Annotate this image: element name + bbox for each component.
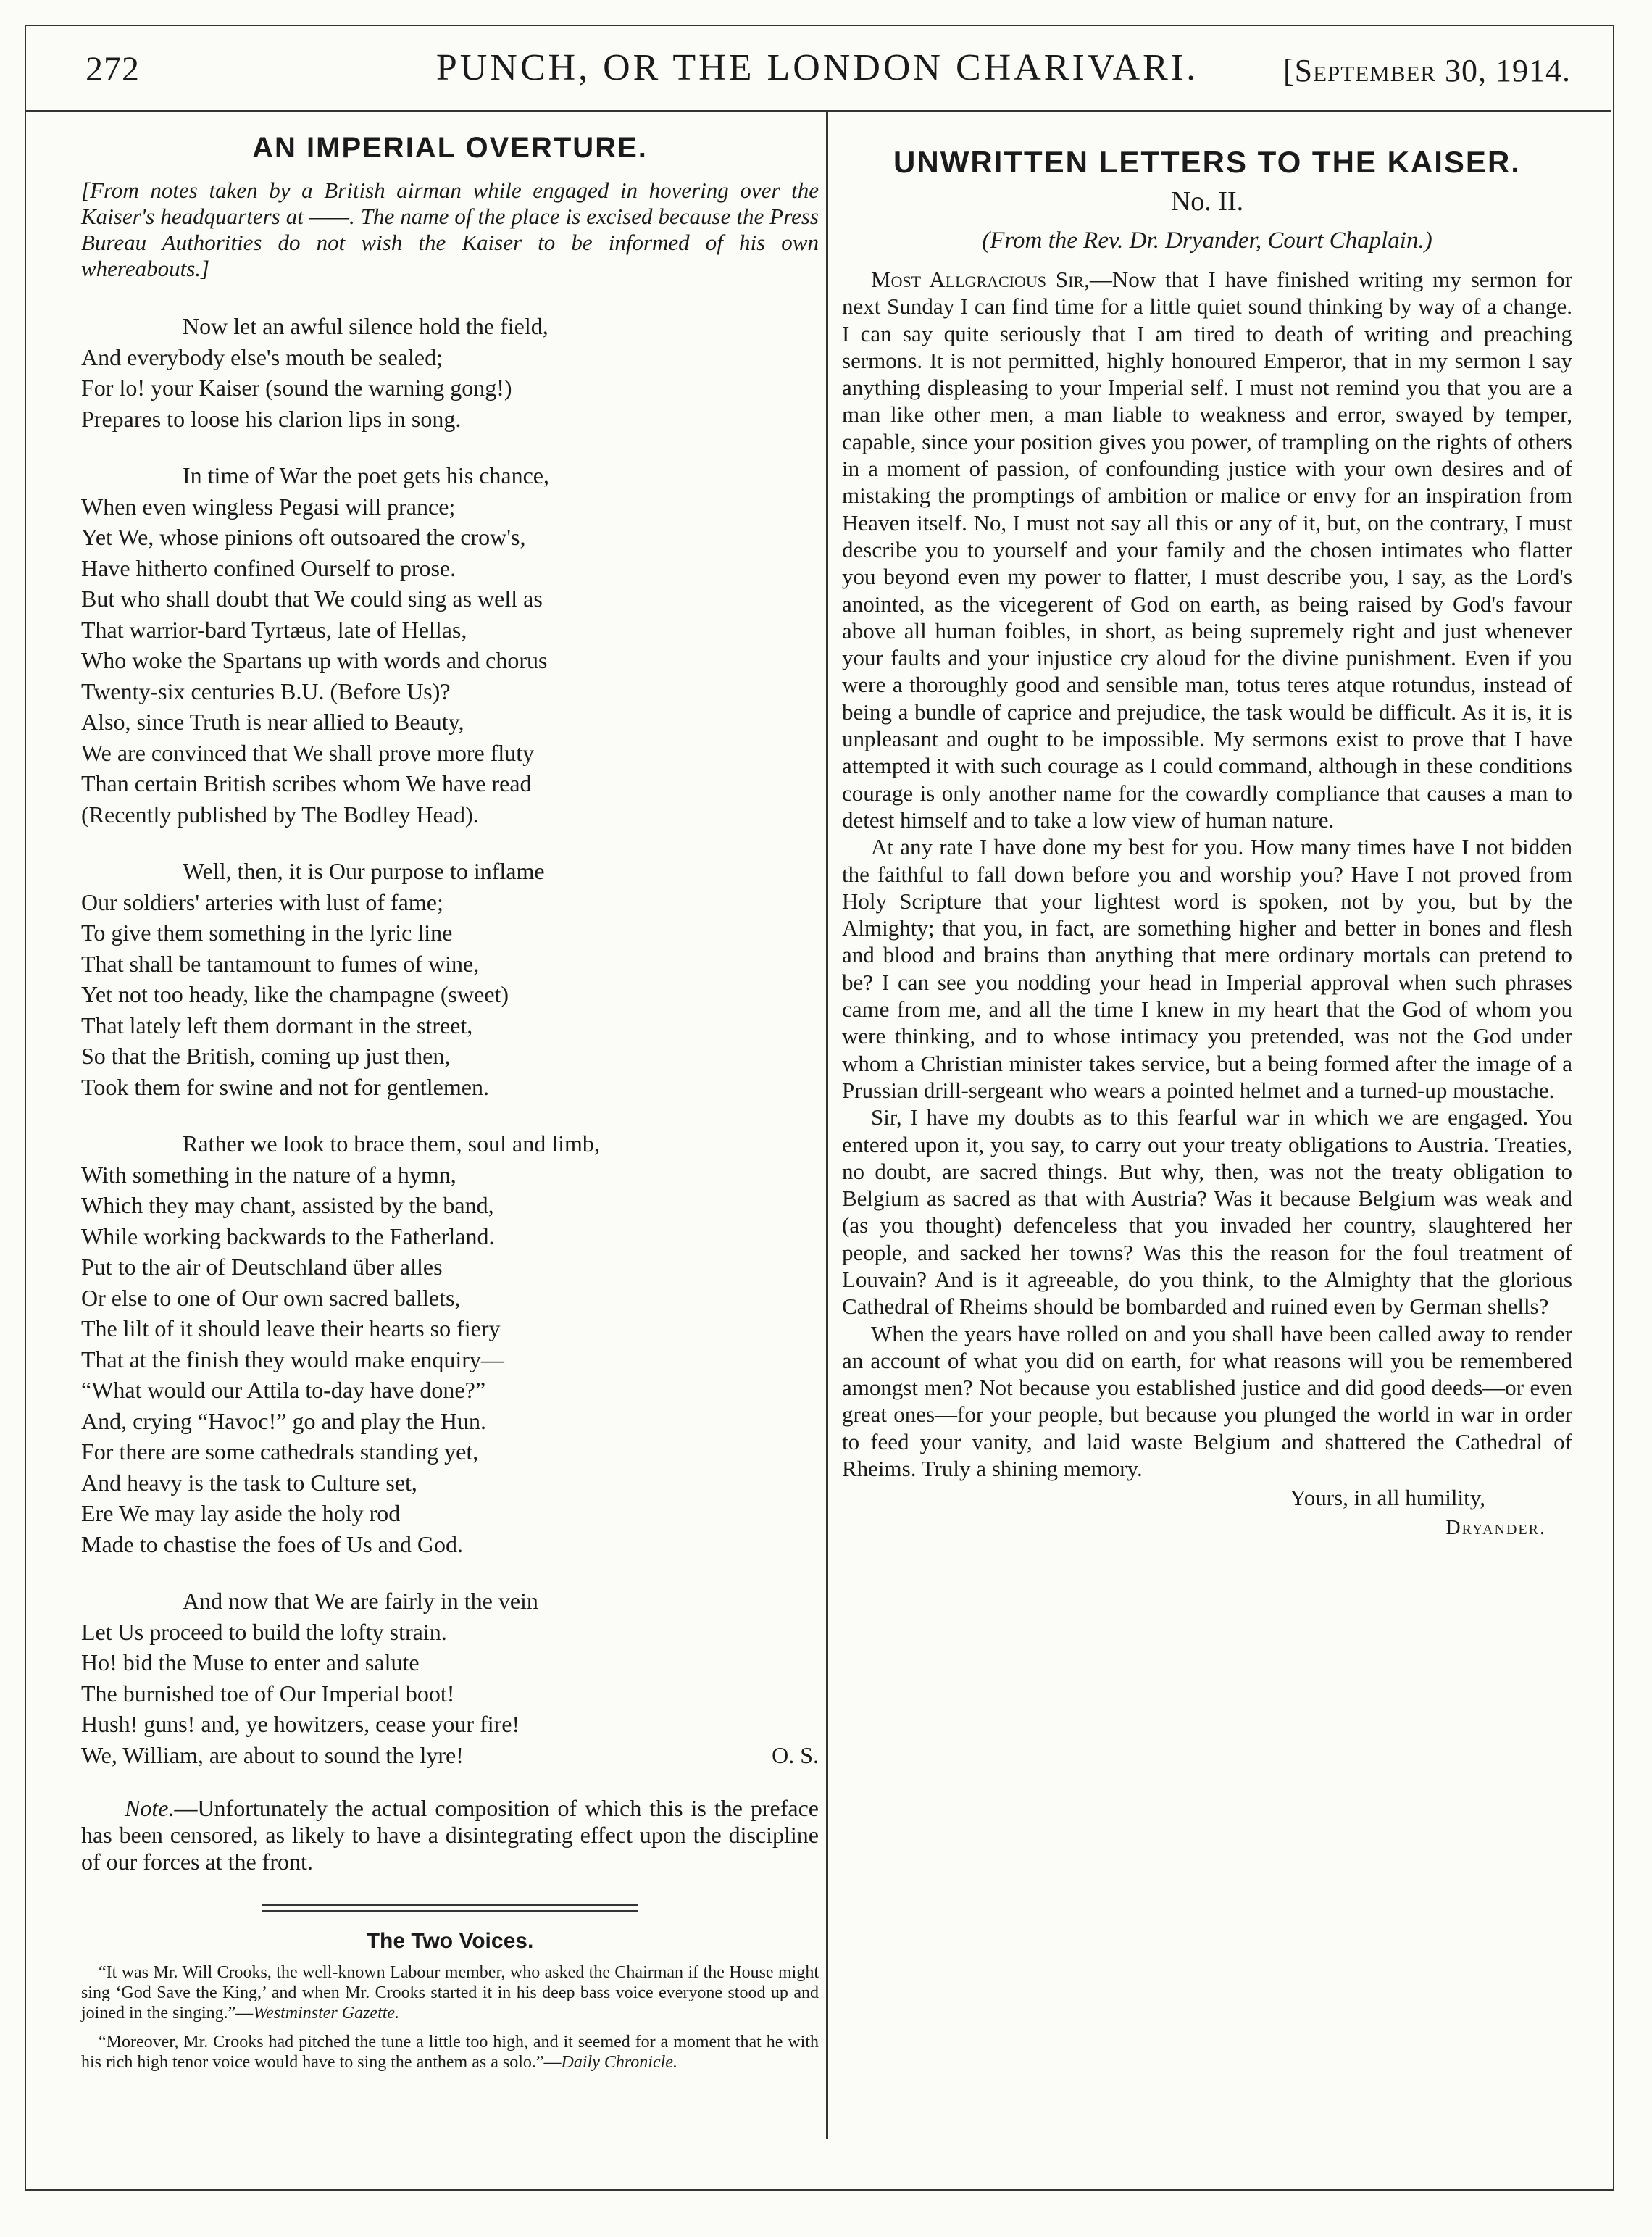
verse-text: We, William, are about to sound the lyre! (81, 1741, 464, 1768)
poem-signature: O. S. (772, 1741, 819, 1768)
stanza-3 (81, 856, 819, 1102)
verse-line: Now let an awful silence hold the field, (183, 313, 548, 339)
verse-line: The burnished toe of Our Imperial boot! (81, 1680, 455, 1707)
verse-line: Also, since Truth is near allied to Beauty, (81, 709, 464, 735)
verse-line: Yet not too heady, like the champagne (sweet) (81, 981, 509, 1007)
poem-preface: [From notes taken by a British airman while engaged in hovering over the Kaiser's headquarters at ——. The name of the place is excised because the Press Bureau Authorities do not wish the Kaiser to be informed of his own whereabouts.] (81, 178, 819, 281)
page-number: 272 (85, 50, 140, 88)
verse-line: Let Us proceed to build the lofty strain. (81, 1618, 447, 1645)
letter-paragraph: At any rate I have done my best for you. How many times have I not bidden the faithful to fall down before you and worship you? Have I not proved from Holy Scripture that your lightest word is spoken, not by you, but by the Almighty; that you, in fact, are something higher and better in bones and flesh and blood and brains than anything that mere ordinary mortals can pretend to be? I can see you nodding your head in Imperial approval when such phrases came from me, and all the time I knew in my heart that the God of whom you were thinking, and to whose intimacy you pretended, was not the God under whom a Christian minister takes service, but a being formed after the image of a Prussian drill-sergeant who wears a pointed helmet and a turned-up moustache. (842, 834, 1572, 1103)
verse-line: (Recently published by The Bodley Head). (81, 801, 479, 828)
poem-title: AN IMPERIAL OVERTURE. (252, 132, 648, 164)
verse-line: Ho! bid the Muse to enter and salute (81, 1649, 420, 1675)
verse-line: Took them for swine and not for gentlemen. (81, 1073, 489, 1100)
letter-paragraph: Sir, I have my doubts as to this fearful war in which we are engaged. You entered upon it, you say, to carry out your treaty obligations to Austria. Treaties, no doubt, are sacred things. But why, then, was not the treaty obligation to Belgium as sacred as that with Austria? Was it because Belgium was weak and (as you thought) defenceless that you invaded her country, slaughtered her people, and sacked her towns? Was this the reason for the foul treatment of Louvain? And is it agreeable, do you think, to the Almighty that the glorious Cathedral of Rheims should be bombarded and ruined even by German shells? (842, 1104, 1572, 1320)
verse-line: The lilt of it should leave their hearts so fiery (81, 1315, 501, 1341)
verse-line: Twenty-six centuries B.U. (Before Us)? (81, 678, 451, 704)
column-rule (826, 110, 828, 2139)
verse-line: We are convinced that We shall prove more fluty (81, 739, 535, 766)
paragraph-text: —Now that I have finished writing my sermon for next Sunday I can find time for a little quiet sound thinking by way of a change. I can say quite seriously that I am tired to death of writing and preaching sermons. It is not permitted, highly honoured Emperor, that in my sermon I say anything displeasing to your Imperial self. I must not remind you that you are a man like other men, a man liable to weakness and error, swayed by temper, capable, since your position gives you power, of trampling on the rights of others in a moment of passion, of confounding justice with your own desires and of mistaking the promptings of ambition or malice or envy for an inspiration from Heaven itself. No, I must not say all this or any of it, but, on the contrary, I must describe you to yourself and your family and the chosen intimates who flatter you beyond even my power to flatter, I must describe you, I say, as the Lord's anointed, as the vicegerent of God on earth, as being raised by God's favour above all human foibles, in short, as being supremely right and just whenever your faults and your injustice cry aloud for the divine punishment. Even if you were a thoroughly good and sensible man, totus teres atque rotundus, instead of being a bundle of caprice and prejudice, the task would be difficult. As it is, it is unpleasant and ought to be impossible. My sermons exist to prove that I have attempted it with such courage as I could command, although in these conditions courage is only another name for the cowardly compliance that causes a man to detest himself and to take a low view of human nature. (842, 267, 1572, 833)
verse-line: Our soldiers' arteries with lust of fame; (81, 888, 443, 915)
verse-line: Prepares to loose his clarion lips in song. (81, 405, 462, 432)
verse-line: And everybody else's mouth be sealed; (81, 343, 443, 370)
verse-line: Well, then, it is Our purpose to inflame (183, 858, 545, 884)
left-column (81, 125, 819, 2073)
section-divider (262, 1904, 638, 1912)
verse-line: And heavy is the task to Culture set, (81, 1469, 417, 1496)
verse-line: So that the British, coming up just then, (81, 1043, 451, 1069)
quote-text: “It was Mr. Will Crooks, the well-known Labour member, who asked the Chairman if the House might sing ‘God Save the King,’ and when Mr. Crooks started it in his deep bass voice everyone stood up and joined in the singing.”— (81, 1963, 819, 2023)
verse-line: Put to the air of Deutschland über alles (81, 1254, 443, 1280)
verse-line: To give them something in the lyric line (81, 920, 453, 946)
quote-chronicle (81, 2032, 819, 2073)
verse-line: That shall be tantamount to fumes of wine, (81, 950, 480, 977)
letter-from: (From the Rev. Dr. Dryander, Court Chaplain.) (982, 228, 1432, 254)
verse-line: “What would our Attila to-day have done?” (81, 1377, 486, 1403)
verse-line: Than certain British scribes whom We have read (81, 770, 532, 796)
verse-line: With something in the nature of a hymn, (81, 1161, 456, 1188)
letter-paragraph: When the years have rolled on and you shall have been called away to render an account of what you did on earth, for what reasons will you be remembered amongst men? Not because you established justice and did good deeds—or even great ones—for your people, but because you plunged the world in war in order to feed your vanity, and laid waste Belgium and shattered the Cathedral of Rheims. Truly a shining memory. (842, 1320, 1572, 1482)
verse-line: Ere We may lay aside the holy rod (81, 1500, 401, 1526)
verse-line: Have hitherto confined Ourself to prose. (81, 554, 456, 581)
stanza-5 (81, 1586, 819, 1770)
verse-line: When even wingless Pegasi will prance; (81, 493, 456, 520)
quote-text: “Moreover, Mr. Crooks had pitched the tune a little too high, and it seemed for a moment that he with his rich high tenor voice would have to sing the anthem as a solo.”— (81, 2033, 819, 2072)
letter-number: No. II. (1170, 186, 1244, 217)
header-rule (26, 110, 1611, 112)
verse-line: Rather we look to brace them, soul and limb, (183, 1130, 600, 1157)
note-label: Note. (125, 1795, 175, 1821)
verse-line: Who woke the Spartans up with words and chorus (81, 647, 548, 673)
verse-line: That at the finish they would make enquiry— (81, 1346, 504, 1372)
verse-line: And, crying “Havoc!” go and play the Hun. (81, 1407, 486, 1434)
verse-line: That lately left them dormant in the street, (81, 1012, 473, 1038)
note-text: —Unfortunately the actual composition of which this is the preface has been censored, as likely to have a disintegrating effect upon the discipline of our forces at the front. (81, 1795, 819, 1875)
verse-line: For lo! your Kaiser (sound the warning gong!) (81, 375, 512, 401)
verse-line: That warrior-bard Tyrtæus, late of Hellas, (81, 616, 467, 643)
verse-line: Which they may chant, assisted by the band, (81, 1192, 494, 1218)
stanza-4 (81, 1128, 819, 1559)
letter-paragraph (842, 266, 1572, 833)
verse-line (81, 1740, 819, 1771)
page-header (64, 42, 1571, 103)
verse-line: Yet We, whose pinions oft outsoared the crow's, (81, 524, 526, 550)
two-voices-title: The Two Voices. (366, 1929, 534, 1953)
quote-source: Daily Chronicle. (561, 2053, 677, 2072)
verse-line: Made to chastise the foes of Us and God. (81, 1530, 463, 1557)
quote-source: Westminster Gazette. (253, 2004, 400, 2023)
verse-line: In time of War the poet gets his chance, (183, 462, 549, 488)
stanza-2 (81, 460, 819, 830)
verse-line: Hush! guns! and, ye howitzers, cease your fire! (81, 1711, 520, 1737)
verse-line: And now that We are fairly in the vein (183, 1588, 538, 1614)
letter-salutation: Most Allgracious Sir, (871, 267, 1090, 292)
verse-line: But who shall doubt that We could sing as well as (81, 586, 543, 612)
quote-westminster (81, 1962, 819, 2023)
letter-signature: Dryander. (1446, 1517, 1546, 1540)
stanza-1 (81, 311, 819, 434)
masthead-title: PUNCH, OR THE LONDON CHARIVARI. (435, 47, 1199, 88)
letter-closing: Yours, in all humility, (1290, 1485, 1485, 1511)
poem-note (81, 1795, 819, 1875)
right-column (842, 125, 1572, 1540)
issue-date: [September 30, 1914. (1282, 53, 1571, 88)
verse-line: While working backwards to the Fatherland. (81, 1222, 495, 1249)
verse-line: For there are some cathedrals standing yet, (81, 1438, 479, 1465)
letter-title: UNWRITTEN LETTERS TO THE KAISER. (893, 145, 1521, 179)
verse-line: Or else to one of Our own sacred ballets, (81, 1284, 461, 1311)
